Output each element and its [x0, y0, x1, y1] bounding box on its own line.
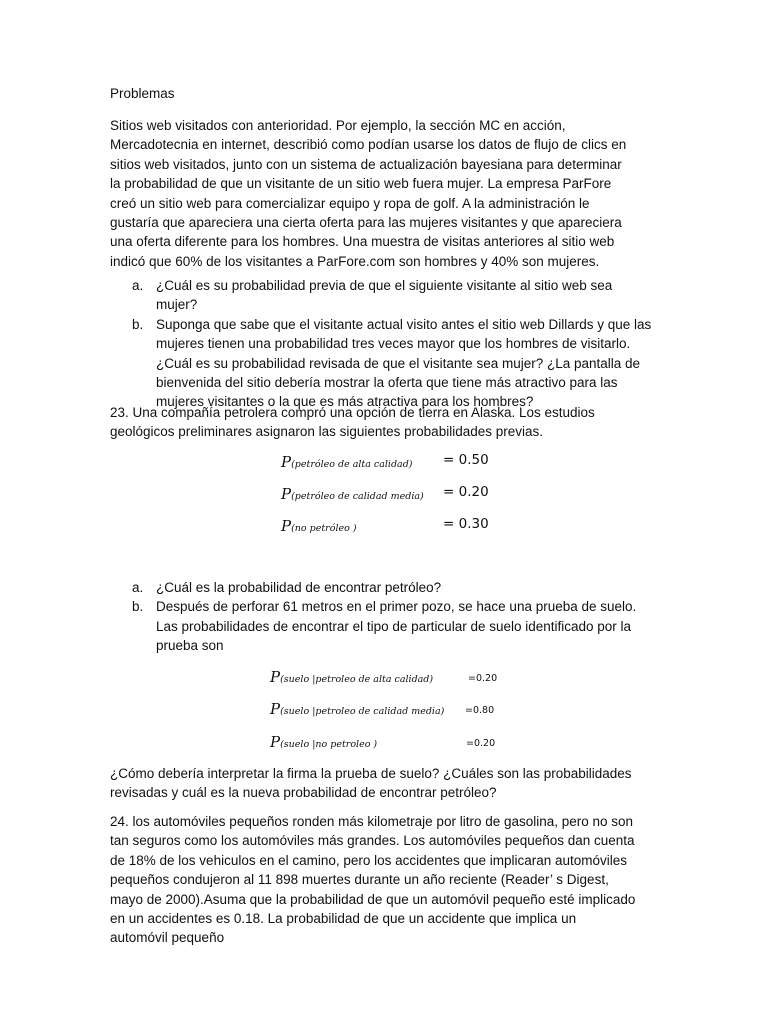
prob-value: = 0.30	[443, 516, 489, 532]
prob-subscript: (petróleo de alta calidad)	[291, 459, 413, 470]
problem-23-questions	[132, 578, 652, 656]
prob-value: =0.80	[465, 705, 495, 716]
prior-equation	[281, 516, 489, 535]
prior-equation	[281, 484, 489, 503]
prior-equation	[281, 452, 489, 471]
prob-value: =0.20	[466, 738, 496, 749]
list-marker: a.	[132, 580, 144, 595]
conditional-equation	[270, 732, 496, 751]
prob-symbol: P	[270, 700, 281, 718]
conditional-equation	[270, 699, 495, 718]
problem-24-paragraph: 24. los automóviles pequeños ronden más kilometraje por litro de gasolina, pero no son tan seguros como los automóviles más grandes. Los automóviles pequeños dan cuenta de 18% de los vehiculos en el camino, pero los accidentes que implicaran automóviles pequeños condujeron al 11 898 muertes durante un año reciente (Reader’ s Digest, mayo de 2000).Asuma que la probabilidad de que un automóvil pequeño esté implicado en un accidentes es 0.18. La probabilidad de que un accidente que implica un automóvil pequeño	[110, 814, 636, 946]
list-text: Suponga que sabe que el visitante actual visito antes el sitio web Dillards y que las mujeres tienen una probabilidad tres veces mayor que los hombres de visitarlo. ¿Cuál es su probabilidad revisada de que el visitante sea mujer? ¿La pantalla de bienvenida del sitio debería mostrar la oferta que tiene más atractivo para las mujeres visitantes o la que es más atractiva para los hombres?	[156, 316, 652, 410]
list-marker: b.	[132, 599, 144, 615]
prob-symbol: P	[270, 668, 281, 686]
list-text: ¿Cuál es la probabilidad de encontrar petróleo?	[156, 580, 442, 595]
prob-value: = 0.50	[443, 452, 489, 468]
list-marker: b.	[132, 316, 144, 332]
prob-subscript: (suelo |petroleo de alta calidad)	[280, 674, 434, 685]
list-item	[132, 597, 652, 655]
prob-subscript: (no petróleo )	[291, 523, 357, 534]
prob-value: =0.20	[468, 673, 498, 684]
list-item	[132, 315, 652, 412]
prob-subscript: (suelo |no petroleo )	[280, 739, 378, 750]
prob-subscript: (suelo |petroleo de calidad media)	[280, 706, 445, 717]
problem-23-followup: ¿Cómo debería interpretar la firma la prueba de suelo? ¿Cuáles son las probabilidades revisadas y cuál es la nueva probabilidad de encontrar petróleo?	[110, 766, 632, 801]
prob-symbol: P	[281, 485, 292, 503]
page-title: Problemas	[110, 86, 175, 101]
prob-symbol: P	[281, 453, 292, 471]
list-text: Después de perforar 61 metros en el primer pozo, se hace una prueba de suelo. Las probabilidades de encontrar el tipo de particular de suelo identificado por la prueba son	[156, 599, 637, 654]
intro-paragraph: Sitios web visitados con anterioridad. Por ejemplo, la sección MC en acción, Mercadotecnia en internet, describió como podían usarse los datos de flujo de clics en sitios web visitados, junto con un sistema de actualización bayesiana para determinar la probabilidad de que un visitante de un sitio web fuera mujer. La empresa ParFore creó un sitio web para comercializar equipo y ropa de golf. A la administración le gustaría que apareciera una cierta oferta para las mujeres visitantes y que apareciera una oferta diferente para los hombres. Una muestra de visitas anteriores al sitio web indicó que 60% de los visitantes a ParFore.com son hombres y 40% son mujeres.	[110, 118, 627, 269]
prob-value: = 0.20	[443, 484, 489, 500]
list-item	[132, 578, 652, 597]
problem-23-paragraph: 23. Una compañía petrolera compró una opción de tierra en Alaska. Los estudios geológicos preliminares asignaron las siguientes probabilidades previas.	[110, 405, 595, 440]
prob-symbol: P	[270, 733, 281, 751]
prob-subscript: (petróleo de calidad media)	[291, 491, 424, 502]
list-text: ¿Cuál es su probabilidad previa de que el siguiente visitante al sitio web sea mujer?	[156, 278, 613, 313]
prob-symbol: P	[281, 517, 292, 535]
list-item	[132, 276, 652, 315]
conditional-equation	[270, 667, 498, 686]
intro-questions	[132, 276, 652, 412]
list-marker: a.	[132, 278, 144, 293]
